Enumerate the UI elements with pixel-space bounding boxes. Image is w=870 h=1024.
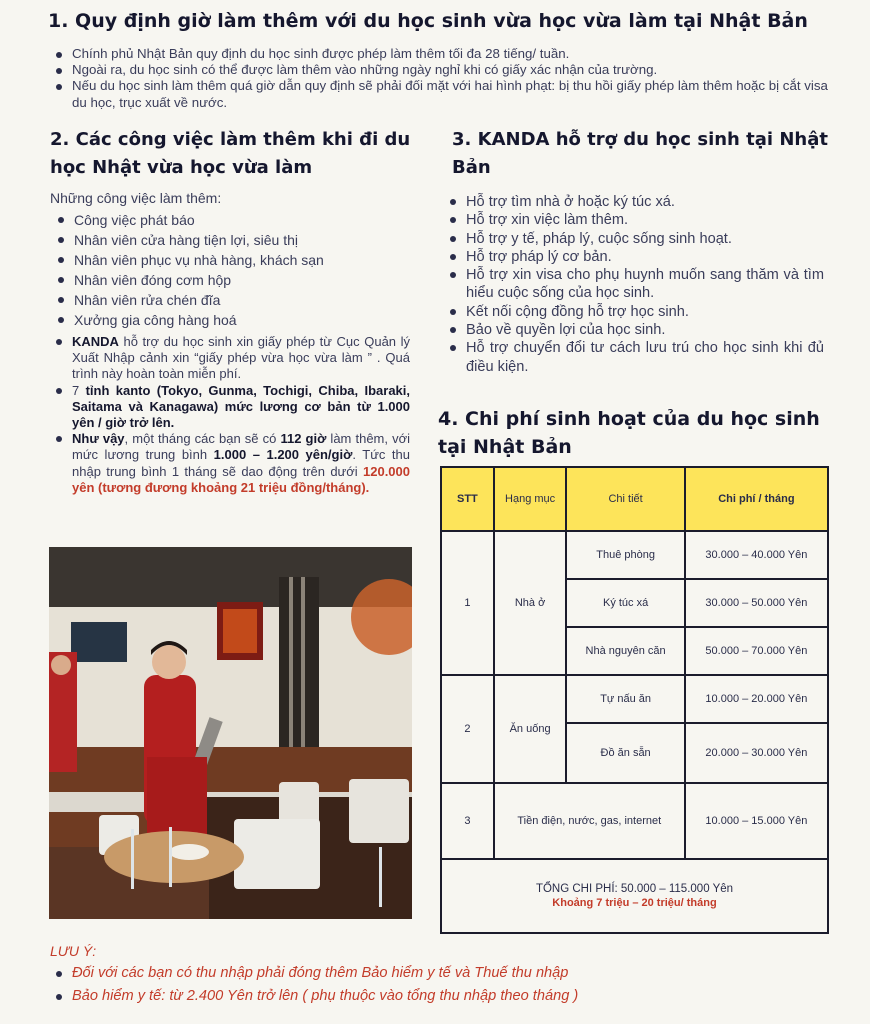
section2-title: 2. Các công việc làm thêm khi đi du học Nhật vừa học vừa làm	[50, 129, 411, 178]
list-item: Đối với các bạn có thu nhập phải đóng thêm Bảo hiểm y tế và Thuế thu nhập	[52, 962, 852, 985]
list-item: Nhân viên phục vụ nhà hàng, khách sạn	[54, 250, 404, 270]
total-cell	[441, 859, 828, 933]
table-row	[441, 675, 828, 723]
list-item: Hỗ trợ tìm nhà ở hoặc ký túc xá.	[446, 193, 824, 211]
list-item: Bảo về quyền lợi của học sinh.	[446, 321, 824, 339]
list-item: Hỗ trợ xin việc làm thêm.	[446, 211, 824, 229]
table-row	[441, 783, 828, 859]
cell-detail: Tiền điện, nước, gas, internet	[494, 783, 685, 859]
section3-title: 3. KANDA hỗ trợ du học sinh tại Nhật Bản	[452, 129, 828, 178]
note-bold: 1.000 – 1.200 yên/giờ	[213, 447, 353, 463]
cell-detail: Tự nấu ăn	[566, 675, 684, 723]
cell-detail: Ký túc xá	[566, 579, 684, 627]
cell-detail: Đồ ăn sẵn	[566, 723, 684, 783]
list-item: Hỗ trợ chuyển đổi tư cách lưu trú cho học sinh khi đủ điều kiện.	[446, 339, 824, 376]
cell-stt: 1	[441, 531, 494, 675]
note-label: LƯU Ý:	[50, 943, 97, 959]
list-item: Hỗ trợ xin visa cho phụ huynh muốn sang thăm và tìm hiểu cuộc sống của học sinh.	[446, 266, 824, 303]
note-bold: tỉnh kanto (Tokyo, Gunma, Tochigi, Chiba, Ibaraki, Saitama và Kanagawa) mức lương cơ bản từ 1.000 yên / giờ trở lên.	[72, 382, 410, 431]
cell-category: Ăn uống	[494, 675, 567, 783]
living-cost-table	[440, 466, 829, 934]
jobs-intro: Những công việc làm thêm:	[50, 190, 222, 206]
header-category: Hạng mục	[494, 467, 567, 531]
list-item: Hỗ trợ pháp lý cơ bản.	[446, 248, 824, 266]
note-text: 7	[72, 382, 86, 398]
note-bold: 112 giờ	[280, 431, 327, 447]
total-cost-vnd: Khoảng 7 triệu – 20 triệu/ tháng	[552, 897, 717, 909]
list-item	[52, 383, 410, 432]
cell-cost: 10.000 – 20.000 Yên	[685, 675, 828, 723]
list-item: Công việc phát báo	[54, 210, 404, 230]
cell-category: Nhà ở	[494, 531, 567, 675]
brand-name: KANDA	[72, 334, 119, 349]
cell-stt: 2	[441, 675, 494, 783]
list-item: Xưởng gia công hàng hoá	[54, 310, 404, 330]
list-item	[52, 431, 410, 496]
section4-title: 4. Chi phí sinh hoạt của du học sinh tại Nhật Bản	[438, 408, 820, 458]
jobs-list	[54, 210, 404, 330]
table-row	[441, 531, 828, 579]
total-cost: TỔNG CHI PHÍ: 50.000 – 115.000 Yên	[535, 883, 734, 895]
note-text: hỗ trợ du học sinh xin giấy phép từ Cục Quản lý Xuất Nhập cảnh xin “giấy phép vừa học vừa làm ” . Quá trình này hoàn toàn miễn phí.	[72, 334, 410, 382]
cell-cost: 30.000 – 50.000 Yên	[685, 579, 828, 627]
income-highlight: 120.000 yên (tương đương khoảng 21 triệu đồng/tháng).	[72, 463, 410, 495]
table-total-row	[441, 859, 828, 933]
note-list	[52, 962, 852, 1008]
support-list	[446, 193, 824, 376]
list-item: Nếu du học sinh làm thêm quá giờ dẫn quy định sẽ phải đối mặt với hai hình phạt: bị thu hồi giấy phép làm thêm hoặc bị cắt visa du học, trục xuất về nước.	[52, 78, 842, 110]
section1-title: 1. Quy định giờ làm thêm với du học sinh vừa học vừa làm tại Nhật Bản	[48, 10, 808, 32]
header-stt: STT	[441, 467, 494, 531]
list-item: Ngoài ra, du học sinh có thể được làm thêm vào những ngày nghỉ khi có giấy xác nhận của trường.	[52, 62, 842, 78]
note-text: làm thêm, với mức lương trung bình	[72, 431, 411, 463]
cell-cost: 50.000 – 70.000 Yên	[685, 627, 828, 675]
cell-cost: 30.000 – 40.000 Yên	[685, 531, 828, 579]
restaurant-photo	[49, 547, 412, 919]
list-item: Kết nối cộng đồng hỗ trợ học sinh.	[446, 303, 824, 321]
cell-detail: Nhà nguyên căn	[566, 627, 684, 675]
table-header-row	[441, 467, 828, 531]
cell-cost: 20.000 – 30.000 Yên	[685, 723, 828, 783]
cell-stt: 3	[441, 783, 494, 859]
list-item: Hỗ trợ y tế, pháp lý, cuộc sống sinh hoạt.	[446, 230, 824, 248]
cell-detail: Thuê phòng	[566, 531, 684, 579]
note-text: . Tức thu nhập trung bình 1 tháng sẽ dao động trên dưới	[72, 447, 410, 479]
list-item: Nhân viên rửa chén đĩa	[54, 290, 404, 310]
regulation-list	[52, 46, 842, 111]
work-notes	[52, 334, 410, 496]
header-cost: Chi phí / tháng	[685, 467, 828, 531]
cell-cost: 10.000 – 15.000 Yên	[685, 783, 828, 859]
list-item: Nhân viên đóng cơm hộp	[54, 270, 404, 290]
note-bold: Như vậy	[72, 431, 125, 447]
list-item: Nhân viên cửa hàng tiện lợi, siêu thị	[54, 230, 404, 250]
list-item	[52, 334, 410, 383]
header-detail: Chi tiết	[566, 467, 684, 531]
note-text: , một tháng các bạn sẽ có	[124, 431, 281, 447]
list-item: Chính phủ Nhật Bản quy định du học sinh được phép làm thêm tối đa 28 tiếng/ tuần.	[52, 46, 842, 62]
list-item: Bảo hiểm y tế: từ 2.400 Yên trở lên ( phụ thuộc vào tổng thu nhập theo tháng )	[52, 985, 852, 1008]
